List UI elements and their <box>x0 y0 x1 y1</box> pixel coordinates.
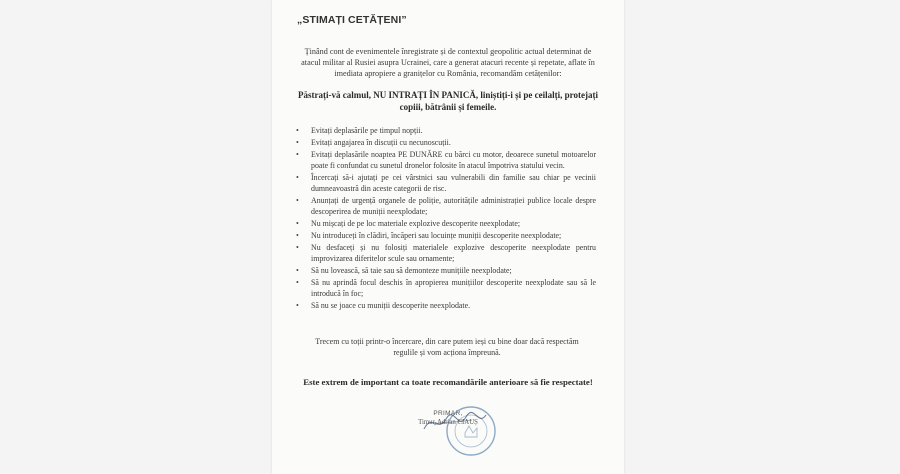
document-page <box>272 0 624 474</box>
bullet-icon: • <box>296 126 299 135</box>
list-item-text: Evitați angajarea în discuții cu necunoscuții. <box>311 138 451 148</box>
bullet-icon: • <box>296 195 299 205</box>
list-item <box>296 219 596 230</box>
bullet-icon: • <box>296 243 299 253</box>
list-item-text: Nu mișcați de pe loc materiale explozive descoperite neexplodate; <box>311 218 521 228</box>
list-item <box>296 243 596 264</box>
list-item <box>296 266 596 277</box>
signature-name: Timur-Adrian CIAUȘ <box>418 419 478 426</box>
list-item-text: Nu desfaceți și nu folosiți materialele explozive descoperite neexplodate pentru improvizarea diferitelor scule sau ornamente; <box>311 243 596 263</box>
list-item-text: Anunțați de urgență organele de poliție, autoritățile administrației publice locale despre descoperirea de muniții neexplodate; <box>311 195 596 216</box>
list-item <box>296 150 596 171</box>
list-item <box>296 138 596 149</box>
signature-role: PRIMAR, <box>433 410 463 417</box>
list-item <box>296 231 596 242</box>
bullet-icon: • <box>296 300 299 310</box>
bullet-icon: • <box>296 150 299 160</box>
handwritten-signature <box>420 407 490 437</box>
list-item-text: Să nu se joace cu muniții descoperite neexplodate. <box>311 300 471 310</box>
bullet-icon: • <box>296 278 299 288</box>
intro-paragraph: Ținând cont de evenimentele înregistrate și de contextul geopolitic actual determinat de atacul militar al Rusiei asupra Ucrainei, care a generat atacuri recente și repetate, aflate în imediata apropiere a granițelor cu România, recomandăm cetățenilor: <box>301 47 595 79</box>
recommendations-list <box>296 126 596 313</box>
closing-paragraph: Trecem cu toții printr-o încercare, din care putem ieși cu bine doar dacă respectăm regulile și vom acționa împreună. <box>315 337 579 357</box>
bullet-icon: • <box>296 138 299 148</box>
list-item <box>296 126 596 137</box>
calm-appeal: Păstrați-vă calmul, NU INTRAȚI ÎN PANICĂ, liniștiți-i și pe ceilalți, protejați copiii, bătrânii și femeile. <box>298 90 598 112</box>
list-item <box>296 278 596 299</box>
bullet-icon: • <box>296 173 299 183</box>
bullet-icon: • <box>296 218 299 228</box>
list-item-text: Să nu lovească, să taie sau să demonteze munițiile neexplodate; <box>311 265 512 275</box>
document-title: „STIMAȚI CETĂȚENI” <box>297 14 407 26</box>
list-item-text: Evitați deplasările noaptea PE DUNĂRE cu bărci cu motor, deoarece sunetul motoarelor poate fi confundat cu sunetul dronelor folosite în atacul împotriva statului vecin. <box>311 150 596 170</box>
list-item-text: Evitați deplasările pe timpul nopții. <box>311 126 423 135</box>
list-item <box>296 301 596 312</box>
bullet-icon: • <box>296 230 299 240</box>
list-item <box>296 173 596 194</box>
list-item-text: Încercați să-i ajutați pe cei vârstnici sau vulnerabili din familie sau chiar pe vecinii dumneavoastră din aceste categorii de risc. <box>311 173 596 193</box>
list-item <box>296 196 596 217</box>
list-item-text: Să nu aprindă focul deschis în apropierea munițiilor descoperite neexplodate sau să le introducă în foc; <box>311 278 596 298</box>
bullet-icon: • <box>296 265 299 275</box>
important-notice: Este extrem de important ca toate recomandările anterioare să fie respectate! <box>303 377 593 387</box>
list-item-text: Nu introduceți în clădiri, încăperi sau locuințe muniții descoperite neexplodate; <box>311 230 562 240</box>
